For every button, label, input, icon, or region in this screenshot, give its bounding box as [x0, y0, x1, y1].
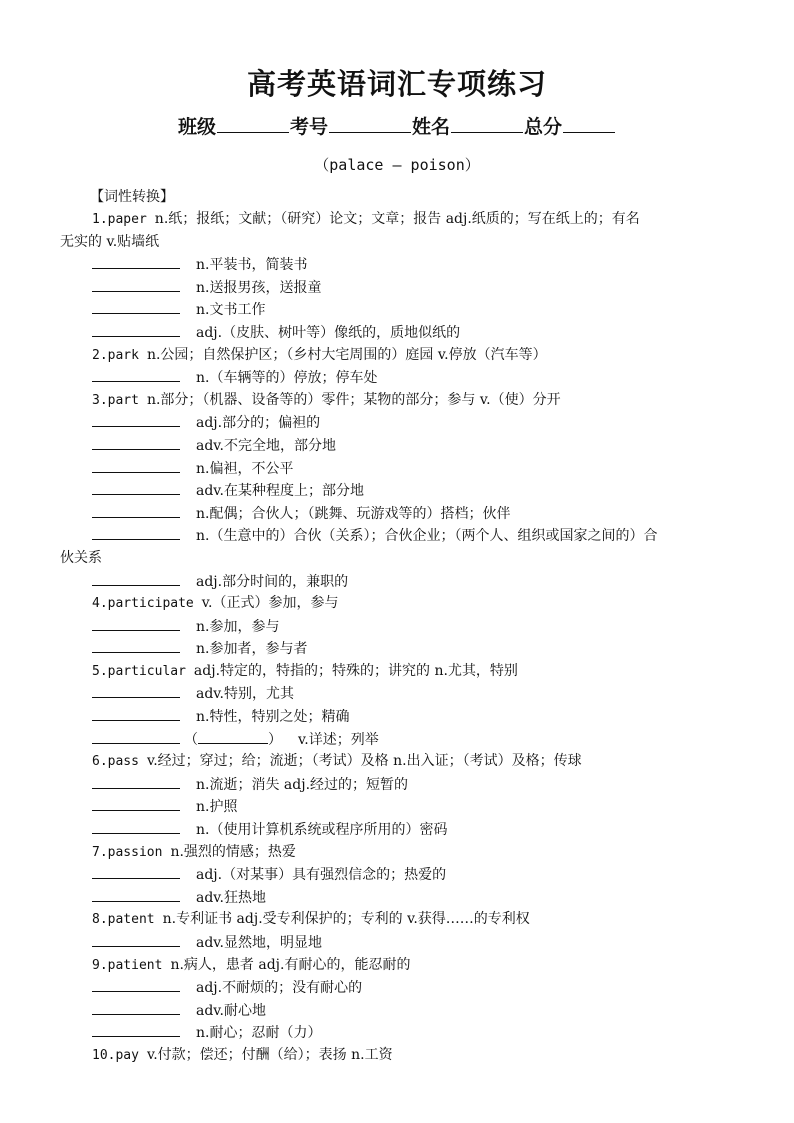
answer-blank[interactable]: [92, 682, 180, 698]
headword: 8.patent: [92, 912, 155, 928]
fill-in-item: [60, 276, 740, 299]
answer-blank[interactable]: [92, 457, 180, 473]
definition-text: n.纸；报纸；文献；（研究）论文；文章；报告 adj.纸质的；写在纸上的；有名: [154, 211, 640, 227]
definition-text: adv.特别，尤其: [196, 686, 295, 703]
headword-entry: [60, 592, 740, 615]
definition-text: adv.在某种程度上；部分地: [196, 483, 365, 500]
definition-text: n.（使用计算机系统或程序所用的）密码: [196, 822, 448, 839]
answer-blank[interactable]: [92, 434, 180, 450]
exercise-list: [60, 208, 740, 1067]
definition-text: adj.（皮肤、树叶等）像纸的，质地似纸的: [196, 324, 461, 341]
fill-in-item: [60, 366, 740, 389]
answer-blank[interactable]: [92, 411, 180, 427]
definition-text: adj.不耐烦的；没有耐心的: [196, 980, 363, 997]
definition-text: n.护照: [196, 799, 238, 816]
headword-entry: [60, 660, 740, 683]
definition-text: n.耐心；忍耐（力）: [196, 1025, 322, 1042]
headword-entry: [60, 954, 740, 977]
fill-in-item: [60, 298, 740, 321]
answer-blank[interactable]: [92, 795, 180, 811]
definition-text: n.（车辆等的）停放；停车处: [196, 370, 378, 387]
definition-text: 伙关系: [60, 549, 102, 566]
section-title: 【词性转换】: [90, 189, 174, 205]
fill-in-item: [60, 795, 740, 818]
headword-entry: [60, 908, 740, 931]
fill-in-item: [60, 524, 740, 547]
fill-in-item: [60, 931, 740, 954]
answer-blank[interactable]: [92, 728, 180, 744]
number-label: 考号: [289, 116, 328, 138]
headword-entry: [60, 208, 740, 231]
page-title: 高考英语词汇专项练习: [246, 67, 547, 101]
headword: 1.paper: [92, 212, 147, 227]
fill-in-item: [60, 976, 740, 999]
answer-blank[interactable]: [92, 298, 180, 314]
headword: 7.passion: [92, 844, 163, 860]
headword-entry: [60, 841, 740, 864]
definition-text: adj.特定的，特指的；特殊的；讲究的 n.尤其，特别: [193, 662, 518, 679]
answer-blank[interactable]: [92, 976, 180, 992]
answer-blank[interactable]: [92, 615, 180, 631]
fill-in-item: [60, 682, 740, 705]
definition-text: 无实的 v.贴墙纸: [60, 233, 160, 250]
fill-in-item: [60, 615, 740, 638]
fill-in-item: [60, 570, 740, 593]
name-blank[interactable]: [451, 114, 523, 133]
fill-in-item: [60, 863, 740, 886]
definition-text: n.参加者，参与者: [196, 641, 308, 658]
answer-blank[interactable]: [92, 999, 180, 1015]
fill-in-item: [60, 705, 740, 728]
fill-in-item: [60, 457, 740, 480]
answer-blank[interactable]: [92, 886, 180, 902]
fill-in-item: [60, 321, 740, 344]
score-blank[interactable]: [563, 114, 615, 133]
definition-text: n.公园；自然保护区；（乡村大宅周围的）庭园 v.停放（汽车等）: [146, 346, 547, 363]
definition-text: n.流逝；消失 adj.经过的；短暂的: [196, 776, 409, 793]
definition-text: n.（生意中的）合伙（关系）；合伙企业；（两个人、组织或国家之间的）合: [196, 528, 658, 545]
bracket-answer: [184, 732, 282, 748]
headword-entry: [60, 344, 740, 367]
number-blank[interactable]: [329, 114, 411, 133]
score-label: 总分: [524, 116, 563, 138]
definition-text: adv.狂热地: [196, 889, 267, 906]
definition-text: v.详述；列举: [298, 731, 379, 748]
headword-entry: [60, 1044, 740, 1067]
definition-text: n.专利证书 adj.受专利保护的；专利的 v.获得……的专利权: [162, 911, 530, 928]
headword: 5.particular: [92, 663, 186, 679]
answer-blank[interactable]: [92, 366, 180, 382]
answer-blank[interactable]: [92, 705, 180, 721]
definition-text: n.送报男孩，送报童: [196, 279, 322, 296]
definition-text: n.参加，参与: [196, 618, 280, 635]
class-blank[interactable]: [217, 114, 289, 133]
word-range: （palace — poison）: [314, 156, 480, 174]
definition-text: adj.部分的；偏袒的: [196, 415, 321, 432]
right-bracket: ）: [268, 731, 282, 748]
answer-blank[interactable]: [92, 253, 180, 269]
fill-in-item: [60, 411, 740, 434]
definition-text: adv.不完全地，部分地: [196, 437, 337, 454]
headword: 3.part: [92, 392, 139, 408]
fill-in-item: [60, 728, 740, 751]
definition-continuation: [60, 547, 740, 570]
answer-blank[interactable]: [92, 818, 180, 834]
fill-in-item: [60, 773, 740, 796]
answer-blank[interactable]: [92, 479, 180, 495]
headword-entry: [60, 750, 740, 773]
fill-in-item: [60, 999, 740, 1022]
answer-blank[interactable]: [92, 276, 180, 292]
definition-text: n.配偶；合伙人；（跳舞、玩游戏等的）搭档；伙伴: [196, 505, 511, 522]
headword: 10.pay: [92, 1047, 139, 1063]
name-label: 姓名: [412, 116, 451, 138]
fill-in-item: [60, 1021, 740, 1044]
definition-text: v.经过；穿过；给；流逝；（考试）及格 n.出入证；（考试）及格；传球: [146, 753, 582, 770]
headword-entry: [60, 389, 740, 412]
bracket-answer-blank[interactable]: [198, 728, 268, 744]
definition-text: n.部分；（机器、设备等的）零件；某物的部分；参与 v.（使）分开: [146, 391, 561, 408]
definition-text: adv.耐心地: [196, 1002, 267, 1019]
definition-text: n.强烈的情感；热爱: [170, 843, 296, 860]
answer-blank[interactable]: [92, 863, 180, 879]
definition-text: v.付款；偿还；付酬（给）；表扬 n.工资: [146, 1046, 393, 1063]
headword: 4.participate: [92, 596, 194, 612]
fill-in-item: [60, 818, 740, 841]
definition-text: v.（正式）参加，参与: [201, 595, 339, 612]
answer-blank[interactable]: [92, 524, 180, 540]
fill-in-item: [60, 502, 740, 525]
definition-text: n.文书工作: [196, 302, 266, 319]
fill-in-item: [60, 434, 740, 457]
headword: 9.patient: [92, 957, 163, 973]
answer-blank[interactable]: [92, 502, 180, 518]
headword: 6.pass: [92, 754, 139, 770]
definition-text: n.偏袒，不公平: [196, 460, 294, 477]
headword: 2.park: [92, 347, 139, 363]
definition-continuation: [60, 231, 740, 254]
definition-text: n.平装书，简装书: [196, 257, 308, 274]
answer-blank[interactable]: [92, 773, 180, 789]
answer-blank[interactable]: [92, 931, 180, 947]
answer-blank[interactable]: [92, 570, 180, 586]
definition-text: adj.部分时间的，兼职的: [196, 573, 349, 590]
fill-in-item: [60, 886, 740, 909]
definition-text: n.特性，特别之处；精确: [196, 709, 350, 726]
student-info-row: [0, 112, 794, 139]
class-label: 班级: [177, 116, 216, 138]
definition-text: adv.显然地，明显地: [196, 935, 323, 951]
answer-blank[interactable]: [92, 1021, 180, 1037]
answer-blank[interactable]: [92, 321, 180, 337]
definition-text: adj.（对某事）具有强烈信念的；热爱的: [196, 867, 447, 884]
fill-in-item: [60, 479, 740, 502]
definition-text: n.病人，患者 adj.有耐心的，能忍耐的: [170, 956, 411, 973]
fill-in-item: [60, 253, 740, 276]
left-bracket: （: [184, 731, 198, 748]
fill-in-item: [60, 637, 740, 660]
answer-blank[interactable]: [92, 637, 180, 653]
